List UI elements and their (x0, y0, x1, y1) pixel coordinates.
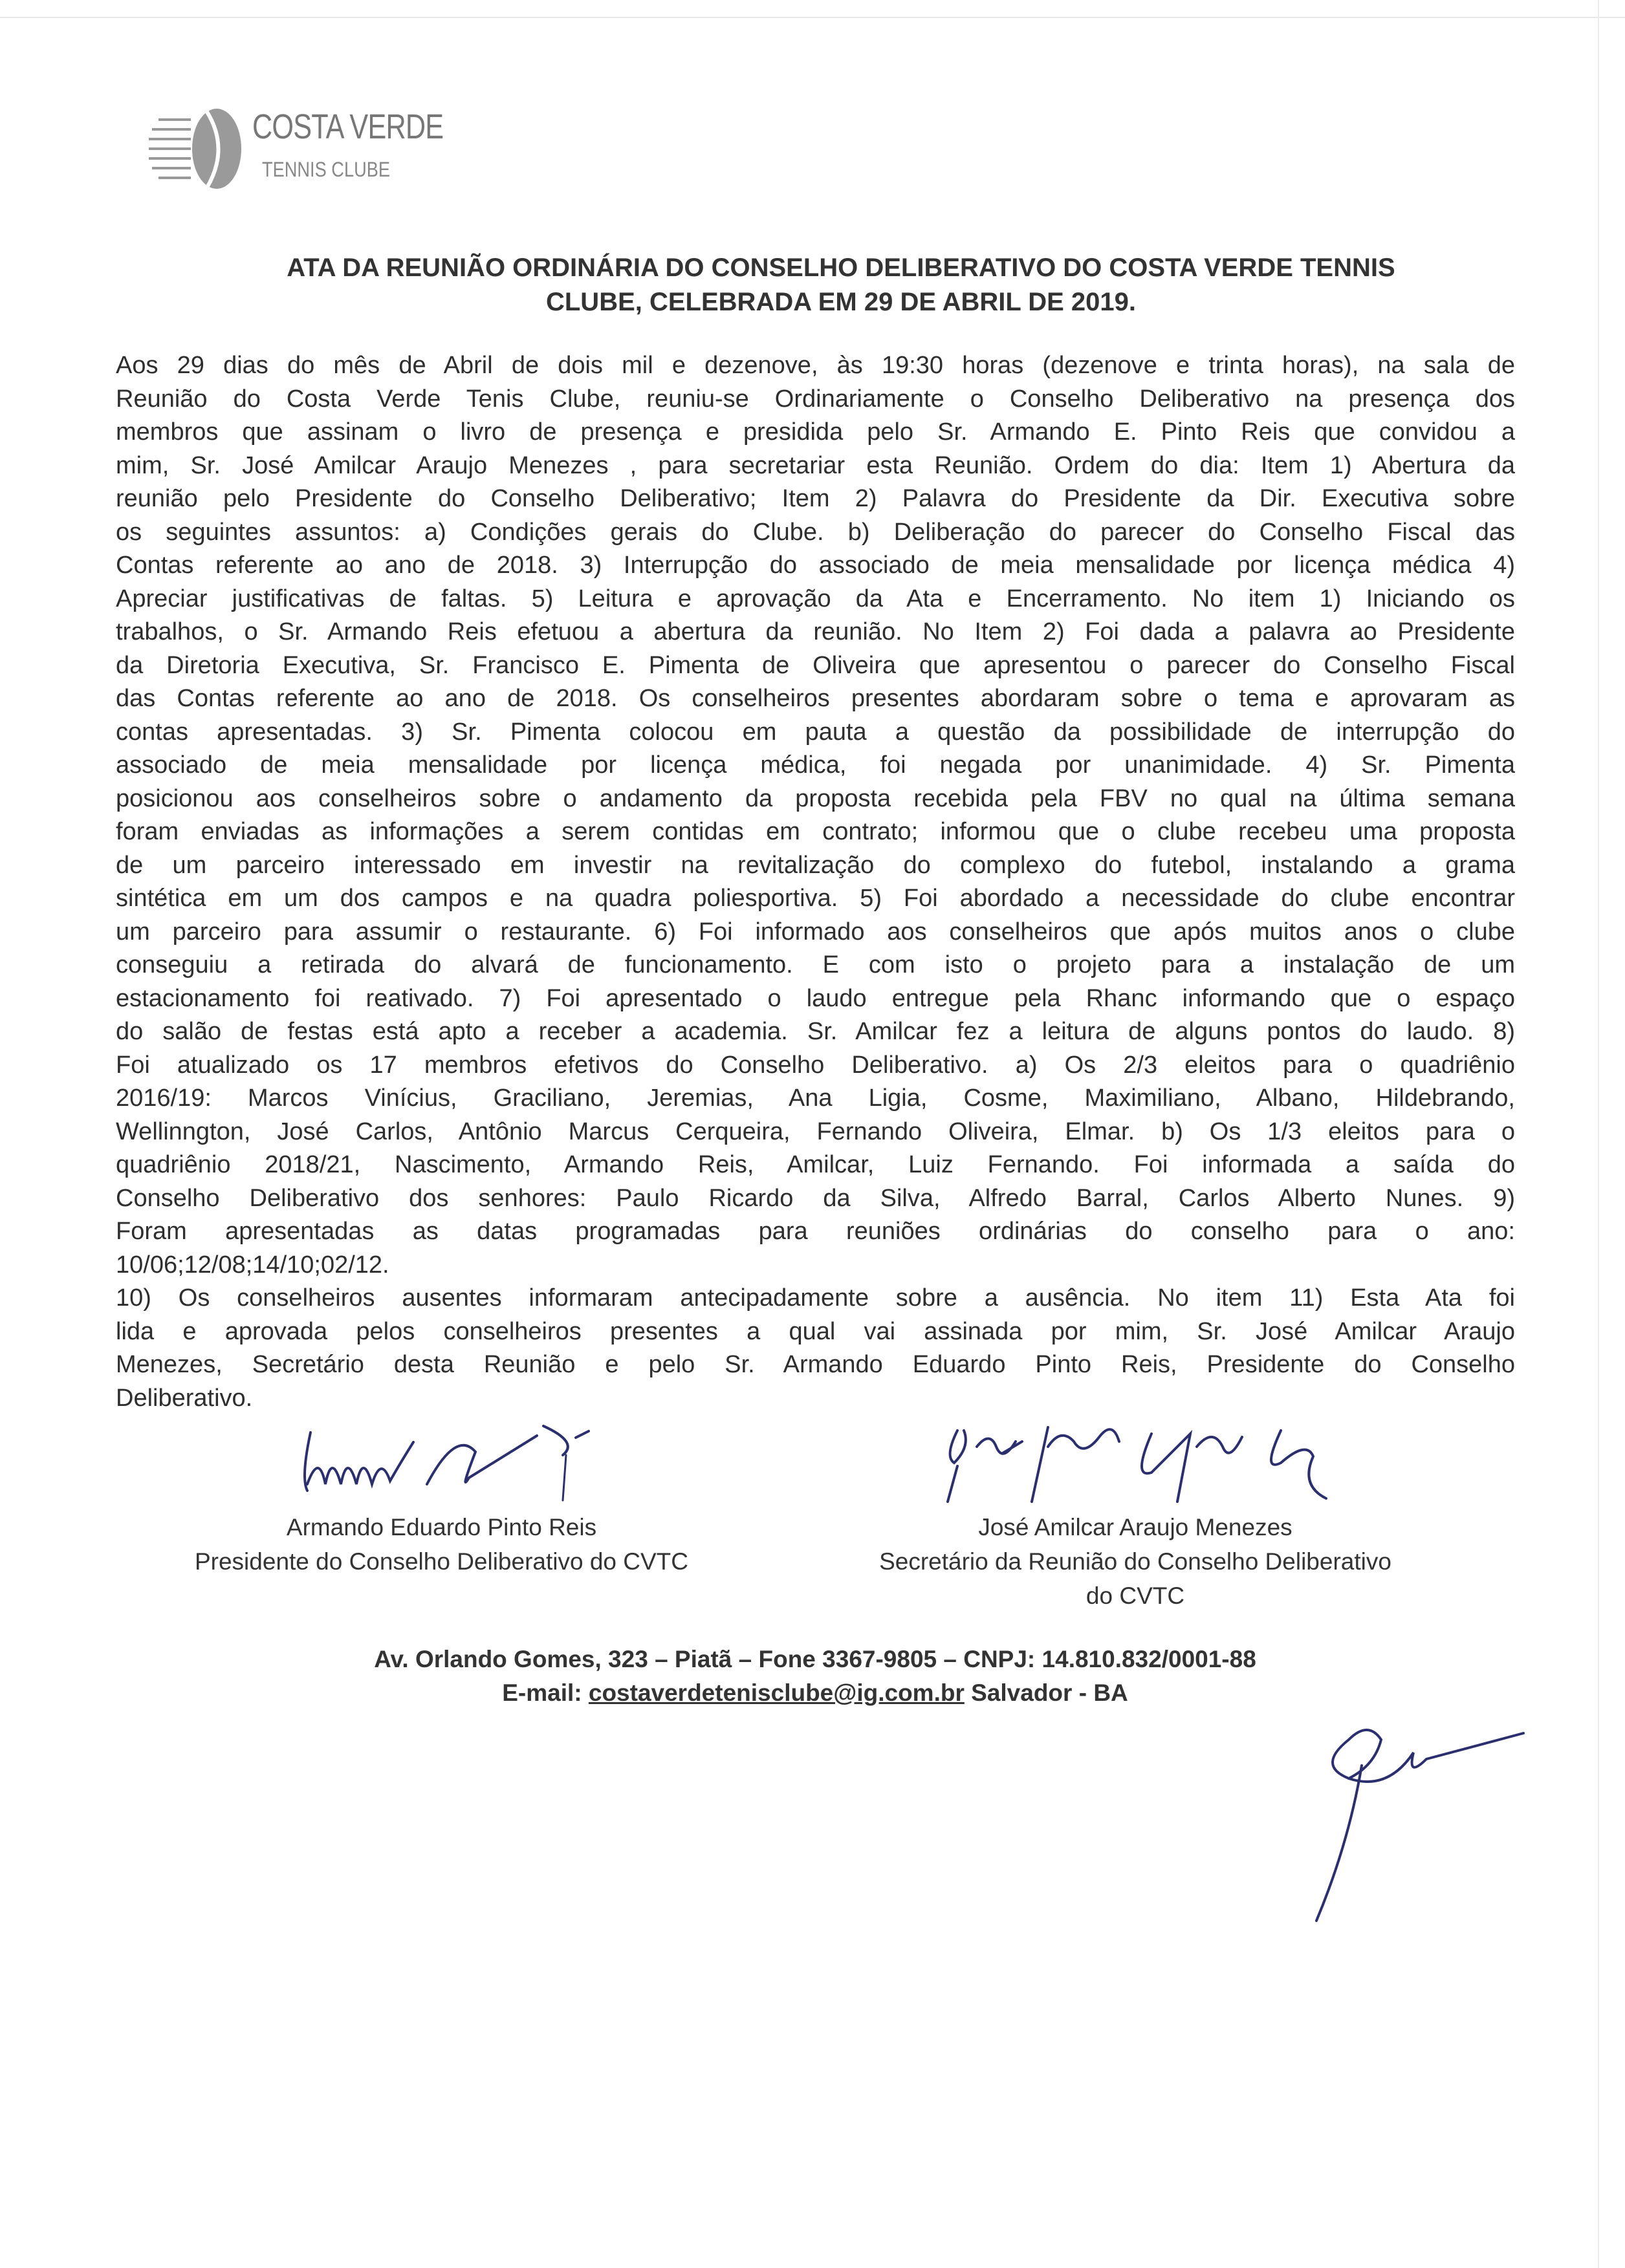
body-line: estacionamento foi reativado. 7) Foi apresentado o laudo entregue pela Rhanc informando que o espaço (116, 984, 1515, 1012)
body-line: os seguintes assuntos: a) Condições gerais do Clube. b) Deliberação do parecer do Conselho Fiscal das (116, 518, 1515, 546)
document-title-line2: CLUBE, CELEBRADA EM 29 DE ABRIL DE 2019. (545, 288, 1137, 316)
secretary-role-cont: do CVTC (1085, 1582, 1185, 1609)
body-line: Conselho Deliberativo dos senhores: Paulo Ricardo da Silva, Alfredo Barral, Carlos Alberto Nunes. 9) (116, 1184, 1515, 1212)
body-line: do salão de festas está apto a receber a academia. Sr. Amilcar fez a leitura de alguns pontos do laudo. 8) (116, 1018, 1515, 1045)
body-line: 10/06;12/08;14/10;02/12. (116, 1251, 389, 1279)
scan-edge-right (1598, 0, 1625, 2268)
president-role: Presidente do Conselho Deliberativo do CVTC (194, 1548, 689, 1575)
president-name: Armando Eduardo Pinto Reis (286, 1514, 597, 1540)
scan-edge-top (0, 0, 1625, 18)
club-logo (146, 107, 456, 197)
email-link[interactable]: costaverdetenisclube@ig.com.br (588, 1679, 965, 1706)
document-title-line1: ATA DA REUNIÃO ORDINÁRIA DO CONSELHO DELIBERATIVO DO COSTA VERDE TENNIS (287, 254, 1395, 282)
body-line: membros que assinam o livro de presença e presidida pelo Sr. Armando E. Pinto Reis que convidou a (116, 418, 1515, 446)
body-line: Reunião do Costa Verde Tenis Clube, reuniu-se Ordinariamente o Conselho Deliberativo na presença dos (116, 385, 1515, 413)
body-line: lida e aprovada pelos conselheiros presentes a qual vai assinada por mim, Sr. José Amilcar Araujo (116, 1317, 1515, 1345)
body-line: Contas referente ao ano de 2018. 3) Interrupção do associado de meia mensalidade por licença médica 4) (116, 552, 1515, 579)
body-line: quadriênio 2018/21, Nascimento, Armando Reis, Amilcar, Luiz Fernando. Foi informada a saída do (116, 1151, 1515, 1178)
body-line: Foram apresentadas as datas programadas para reuniões ordinárias do conselho para o ano: (116, 1218, 1515, 1245)
president-signature-block (149, 1510, 734, 1579)
body-line: trabalhos, o Sr. Armando Reis efetuou a abertura da reunião. No Item 2) Foi dada a palavra ao Presidente (116, 618, 1515, 645)
logo-name: COSTA VERDE (252, 107, 444, 146)
body-line: de um parceiro interessado em investir na revitalização do complexo do futebol, instalando a grama (116, 851, 1515, 879)
footer-address (97, 1643, 1533, 1710)
body-line: associado de meia mensalidade por licença médica, foi negada por unanimidade. 4) Sr. Pimenta (116, 751, 1515, 779)
body-line: Foi atualizado os 17 membros efetivos do Conselho Deliberativo. a) Os 2/3 eleitos para o quadriênio (116, 1051, 1515, 1079)
body-line: das Contas referente ao ano de 2018. Os conselheiros presentes abordaram sobre o tema e aprovaram as (116, 685, 1515, 712)
email-label: E-mail: (502, 1679, 589, 1706)
body-line: um parceiro para assumir o restaurante. 6) Foi informado aos conselheiros que após muitos anos o clube (116, 918, 1515, 945)
initials-mark (1310, 1727, 1530, 1934)
body-line: Menezes, Secretário desta Reunião e pelo Sr. Armando Eduardo Pinto Reis, Presidente do Conselho (116, 1351, 1515, 1378)
body-line: Aos 29 dias do mês de Abril de dois mil e dezenove, às 19:30 horas (dezenove e trinta horas), na sala de (116, 352, 1515, 379)
tennis-ball-icon (146, 107, 249, 191)
secretary-role: Secretário da Reunião do Conselho Deliberativo (879, 1548, 1391, 1575)
body-line: conseguiu a retirada do alvará de funcionamento. E com isto o projeto para a instalação de um (116, 951, 1515, 978)
minutes-body (116, 349, 1515, 1415)
body-line: reunião pelo Presidente do Conselho Deliberativo; Item 2) Palavra do Presidente da Dir. Executiva sobre (116, 485, 1515, 512)
body-line: Wellinngton, José Carlos, Antônio Marcus Cerqueira, Fernando Oliveira, Elmar. b) Os 1/3 eleitos para o (116, 1118, 1515, 1145)
logo-subtitle: TENNIS CLUBE (262, 158, 390, 181)
secretary-name: José Amilcar Araujo Menezes (978, 1514, 1292, 1540)
president-signature (272, 1420, 634, 1507)
body-line: Apreciar justificativas de faltas. 5) Leitura e aprovação da Ata e Encerramento. No item 1) Iniciando os (116, 585, 1515, 612)
city: Salvador - BA (964, 1679, 1128, 1706)
secretary-signature-block (809, 1510, 1462, 1613)
address-line: Av. Orlando Gomes, 323 – Piatã – Fone 3367-9805 – CNPJ: 14.810.832/0001-88 (374, 1646, 1256, 1672)
body-line: sintética em um dos campos e na quadra poliesportiva. 5) Foi abordado a necessidade do clube encontrar (116, 885, 1515, 912)
secretary-signature (919, 1418, 1410, 1507)
body-line: 2016/19: Marcos Vinícius, Graciliano, Jeremias, Ana Ligia, Cosme, Maximiliano, Albano, Hildebrando, (116, 1085, 1515, 1112)
body-line: foram enviadas as informações a serem contidas em contrato; informou que o clube recebeu uma proposta (116, 818, 1515, 845)
body-line: posicionou aos conselheiros sobre o andamento da proposta recebida pela FBV no qual na última semana (116, 784, 1515, 812)
body-line: mim, Sr. José Amilcar Araujo Menezes , para secretariar esta Reunião. Ordem do dia: Item 1) Abertura da (116, 451, 1515, 479)
body-line: da Diretoria Executiva, Sr. Francisco E. Pimenta de Oliveira que apresentou o parecer do Conselho Fiscal (116, 651, 1515, 679)
body-line: 10) Os conselheiros ausentes informaram antecipadamente sobre a ausência. No item 11) Esta Ata foi (116, 1284, 1515, 1312)
email-line (97, 1676, 1533, 1710)
body-line: Deliberativo. (116, 1384, 253, 1412)
body-line: contas apresentadas. 3) Sr. Pimenta colocou em pauta a questão da possibilidade de interrupção do (116, 718, 1515, 746)
